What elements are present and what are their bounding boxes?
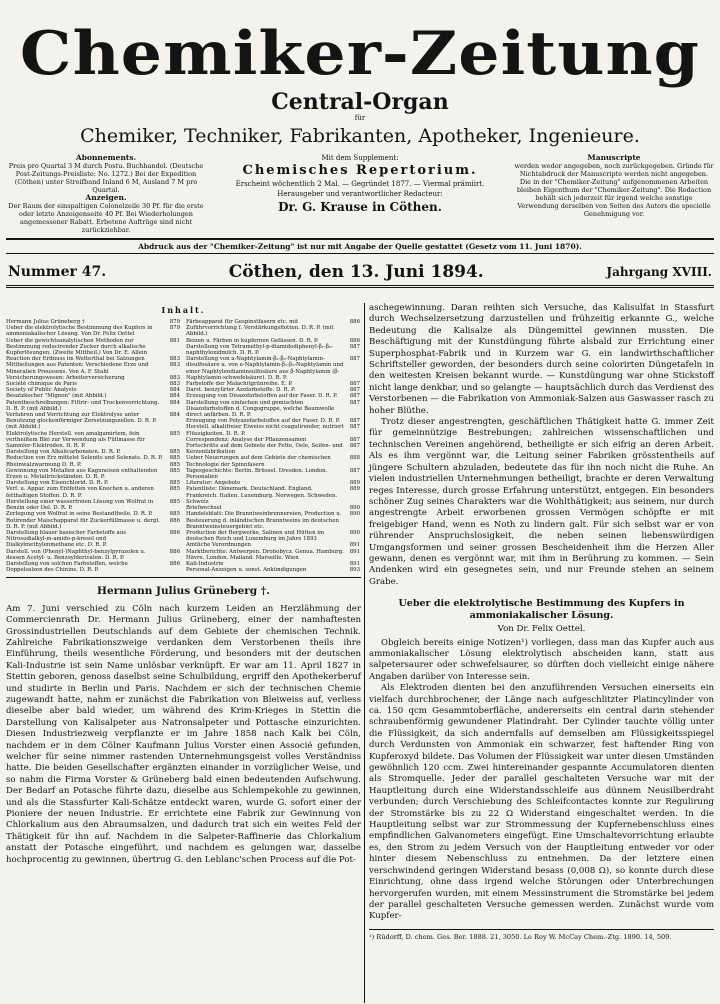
toc-item-title: Gewinnung von Metallen aus Kaguneisen enthaltenden Erzen u. Metallrückständen. D. R. P. (6, 467, 158, 481)
supplement-title: Chemisches Repertorium. (242, 163, 478, 178)
toc-item-title: Correspondenz: Analyse der Pflanzensamen (186, 436, 307, 443)
toc-heading: Inhalt. (161, 305, 206, 315)
toc-item (6, 325, 180, 337)
obituary-title: Hermann Julius Grüneberg †. (97, 585, 270, 598)
toc-item-title: Patentliste: Dänemark. Deutschland. England. Frankreich. Italien. Luxemburg. Norwegen. Schweden. Schweiz (186, 486, 338, 505)
issue-number: Nummer 47. (8, 264, 107, 280)
toc-item-page: 887 (349, 418, 360, 425)
toc-item-title: Färbeapparat für Gespinstfasern etc. mit Zuführvorrichtung f. Verstärkungsflotten. D. R. P. (mit Abbild.) (186, 319, 334, 338)
manuscripte-text: werden weder angegeben, noch zurückgegeben. Gründe für Nichtabdruck der Manuscripte werden nicht angegeben. Die in der "Chemiker-Zeitung" aufgenommenen Arbeiten bleiben Eigenthum der "Chemiker-Zeitung". Die Redaction behält sich jederzeit für irgend welche sonstige Verwendung derselben von Seiten des Autors die specielle Genehmigung vor. (514, 162, 714, 218)
article-footnote: ¹) Rüdorff, D. chem. Ges. Ber. 1888. 21, 3050. Le Roy W. McCay Chem.-Ztg. 1890. 14, 509. (369, 929, 714, 942)
toc-item-page: 883 (169, 362, 180, 369)
toc-item-page: 885 (169, 480, 180, 487)
toc-item (186, 400, 360, 419)
toc-item-page: 885 (169, 449, 180, 456)
toc-item-page: 883 (169, 374, 180, 381)
toc-item-title: Darstellung von einfachen und gemischten Disazofarbstoffen d. Congogruppe, welche Baumwolle direct anfärben. D. R. P. (186, 399, 335, 419)
toc-item-title: Rotirender Maischapparat für Zuckerfüllmasse u. dergl. D. R. P. (mit Abbild.) (6, 517, 160, 530)
toc-item-page: 884 (169, 399, 180, 406)
toc-item-title: Mittheilungen aus Patenten: Verschiedene Erze und Mineralien Preussens. Von A. F. Stahl (6, 362, 149, 375)
subtitle: Central-Organ (271, 89, 449, 115)
toc-item-title: Beizen u. Färben in kupfernen Gefässen. D. R. P. (186, 337, 319, 344)
toc-item (186, 530, 360, 542)
dateline (6, 258, 714, 288)
toc-item (6, 561, 180, 573)
toc-item-title: Society of Public Analysts (6, 387, 77, 394)
toc-item-page: 885 (169, 498, 180, 505)
toc-item-page: 891 (349, 542, 360, 549)
toc-item-page: 884 (169, 412, 180, 419)
toc-item-page: 885 (169, 455, 180, 462)
toc-item (186, 511, 360, 530)
toc-item-title: Versicherungswesen: Arbeiterversicherung (6, 374, 125, 381)
toc-item-title: Kali-Industrie (186, 560, 224, 567)
toc-item-page: 889 (349, 480, 360, 487)
manuscripte-heading: Manuscripte (587, 153, 641, 162)
toc-item-page: 883 (169, 381, 180, 388)
abonnements-block (6, 154, 206, 234)
toc-item-title: Fortschritte auf dem Gebiete der Fette, Oele, Seifen- und Kerzenfabrikation (186, 443, 343, 456)
toc-item-page: 886 (349, 337, 360, 344)
toc-item-title: Darst. benzylirter Azofarbstoffe. D. R. P. (186, 387, 296, 394)
newspaper-title: Chemiker-Zeitung (19, 19, 701, 89)
issue-date: Cöthen, den 13. Juni 1894. (228, 262, 484, 282)
frequency-line: Erscheint wöchentlich 2 Mal. — Gegründet 1877. — Viermal prämiirt. (235, 180, 485, 188)
toc-item-title: Tagesgeschichte: Berlin. Brüssel. Dresden. London. Personalien (186, 467, 328, 481)
toc-item-title: Literatur: Angebote (186, 480, 241, 487)
abonnements-heading: Abonnements. (75, 153, 137, 162)
toc-item-title: Marktberichte: Antwerpen. Drobobycz. Genua. Hamburg. Hävre. London. Mailand. Marseille. Wien (186, 548, 344, 561)
subtitle-fuer: für (354, 114, 366, 122)
toc-item (186, 455, 360, 467)
toc-item-page: 885 (169, 511, 180, 518)
toc-item-title: Société chimique de Paris (6, 381, 77, 388)
toc-item-title: Hermann Julius Grüneberg † (6, 319, 85, 325)
toc-item-page: 889 (349, 486, 360, 493)
continuation-body: aschegewinnung. Daran reihten sich Versuche, das Kalisulfat in Stassfurt durch Wechselzersetzung darzustellen und frühzeitig erkannte G., welche Bedeutung die Kalisalze als Düngemittel gewinnen mussten. Die Beschäftigung mit der Kunstdüngung führte alsbald zur Errichtung einer Superphosphat-Fabrik und in Kurzem war G. ein landwirthschaftlicher Schriftsteller geworden, der besonders durch seine colorirten Düngetafeln in den weitesten Kreisen bekannt wurde. — Kunstdüngung war ohne Stickstoff nicht lange denkbar, und so gelangte — hauptsächlich durch das Verdienst des Verstorbenen — die Fabrikation von Ammoniak-Salzen aus Gaswasser rasch zu hoher Blüthe. (369, 303, 714, 416)
toc-item-page: 893 (349, 567, 360, 574)
toc-item (186, 486, 360, 505)
article-title: Ueber die elektrolytische Bestimmung des Kupfers in ammoniakalischer Lösung. (398, 598, 685, 622)
toc-item-title: Erzeugung von Polyazofarbstoffen auf der Faser. D. R. P. (186, 418, 340, 425)
toc-item (186, 567, 360, 573)
toc-item (186, 468, 360, 480)
toc-item (186, 344, 360, 356)
article-body: Obgleich bereits einige Notizen¹) vorliegen, dass man das Kupfer auch aus ammoniakalischer Lösung elektrolytisch abscheiden kann, statt aus salpetersaurer oder schwefelsaurer, so dürften doch vielleicht einige nähere Angaben darüber von Interesse sein. (369, 637, 714, 682)
toc-item-page: 887 (349, 436, 360, 443)
toc-item-title: Herstell. alkalifreier Eiweiss nicht coagulirender, nutriert Flüssigkeiten. D. R. P. (186, 424, 344, 437)
toc-item (6, 518, 180, 530)
reprint-notice: Abdruck aus der "Chemiker-Zeitung" ist nur mit Angabe der Quelle gestattet (Gesetz vom 11. Juni 1870). (6, 238, 714, 254)
toc-item (6, 412, 180, 431)
content-columns (6, 303, 714, 1003)
toc-item (6, 338, 180, 357)
masthead (6, 19, 714, 288)
toc-item (6, 499, 180, 511)
toc-item-page: 884 (169, 387, 180, 394)
volume-label: Jahrgang XVIII. (606, 265, 712, 279)
toc-item-page: 886 (169, 548, 180, 555)
toc-item-title: Ueber Neuerungen auf dem Gebiete der chemischen Technologie der Spinnfasern (186, 455, 331, 468)
obituary-body: Am 7. Juni verschied zu Cöln nach kurzem Leiden an Herzlähmung der Commercienrath Dr. Hermann Julius Grüneberg, einer der namhaftesten Grossindustriellen Deutschlands auf dem Gebiete der chemischen Technik. Zahlreiche Fabrikationszweige verdanken dem Verstorbenen theils ihre Einführung, theils wesentliche Förderung, und besonders mit der deutschen Kali-Industrie ist sein Name unlösbar verknüpft. Er war am 11. April 1827 in Stettin geboren, genoss daselbst seine Schulbildung, ergriff den Apothekerberuf und studirte in Berlin und Paris. Nachdem er sich der technischen Chemie zugewandt hatte, nahm er zunächst die Fabrikation von Bleiweiss auf, verliess dieselbe aber bald wieder, um während des Krim-Krieges in Stettin die Darstellung von Kalisalpeter aus Natronsalpeter und Pottasche einzurichten. Diesen Industriezweig verpflanzte er im Jahre 1858 nach Kalk bei Cöln, nachdem er in dem Cölner Kaufmann Julius Vorster einen Associé gefunden, welcher für seine nimmer rastenden Unternehmungsgeist volles Verständniss hatte. Die beiden Gesellschafter ergänzten einander in vorzüglicher Weise, und so nahm die Firma Vorster & Grüneberg bald einen bedeutenden Aufschwung. Der Bedarf an Potasche führte dazu, dieselbe aus Schlempekohle zu gewinnen, und als die Stassfurter Kali-Schätze entdeckt waren, wurde G. sofort einer der Pioniere der neuen Industrie. Er errichtete eine Fabrik zur Gewinnung von Chlorkalium aus den Abraumsalzen, und dadurch trat sich ein weites Feld der Thätigkeit für ihn auf. Nachdem in die Salpeter-Raffinerie das Chlorkalium anstatt der Potasche eingeführt, und nachdem es gelungen war, dasselbe hochprocentig zu gewinnen, übertrug G. den Leblanc'schen Process auf die Pot- (6, 603, 361, 865)
obituary (6, 586, 361, 866)
toc-item-page: 887 (349, 381, 360, 388)
right-column (369, 303, 714, 942)
toc-item-page: 886 (169, 517, 180, 524)
toc-item (6, 530, 180, 549)
toc-item-title: Erzeugung von Disazofarbstoffen auf der Faser. D. R. P. (186, 393, 338, 400)
editor-intro: Herausgeber und verantwortlicher Redacteur: (277, 190, 443, 198)
toc-item-page: 883 (169, 356, 180, 363)
toc-item-page: 886 (169, 529, 180, 536)
toc-item-title: Production der Bergwerke, Salinen und Hütten im deutschen Reich und Luxemburg im Jahre 1893 (186, 529, 325, 543)
toc-item-title: Personal-Anzeigen u. sonst. Ankündigungen (186, 567, 307, 574)
toc-item-title: Patentbeschreibungen: Filtrir- und Trockenvorrichtung. D. R. P. (mit Abbild.) (6, 399, 160, 412)
toc-item-page: 884 (169, 393, 180, 400)
toc-item-page: 879 (169, 319, 180, 325)
toc-item-title: Darstellung von a-Naphtylamin-β₁-β₂-Naphtylamin-disulfosäure u. von e-Naphtylamin-β₁-β₂-Naphtylamin und einer Naphtylendiaminsulfosäure aus β-Naphtylamin (β-Naphtylamin-schwefelsäure). D. R. P. (186, 356, 344, 381)
toc-item-title: Darstellung von Tetramethyl-p-diamidodiphenyl-β₁-β₂-naphthyloxidmilch. D. R. P. (186, 343, 333, 357)
toc-item-title: Handelsblatt: Die Branntweinbrennereien, Production u. Besteuerung d. inländischen Branntweins im deutschen Branntweinsteuergebiet etc. (186, 511, 342, 530)
toc-item-page: 887 (349, 393, 360, 400)
toc-item-page: 890 (349, 511, 360, 518)
toc-item-page: 885 (169, 461, 180, 468)
toc-item-title: Reaction der Erdnuss im Wetterthal bei Salzungen (6, 356, 145, 363)
professions-line: Chemiker, Techniker, Fabrikanten, Apotheker, Ingenieure. (80, 125, 640, 147)
toc-item-page: 887 (349, 424, 360, 431)
toc-item-title: Herstellung einer wasserfreien Lösung von Wolfrat in Benzin oder Oel. D. R. P. (6, 498, 154, 512)
toc-item-page: 885 (169, 486, 180, 493)
toc-item (186, 549, 360, 561)
abonnements-text: Preis pro Quartal 3 M durch Postu. Buchhandel. (Deutsche Post-Zeitungs-Preisliste: No. 1272.) Bei der Expedition (Cöthen) unter Streifband Inland 6 M, Ausland 7 M pro Quartal. (8, 162, 204, 194)
obituary-continuation (369, 303, 714, 588)
editor-name: Dr. G. Krause in Cöthen. (278, 200, 442, 214)
toc-item-page: 887 (349, 399, 360, 406)
article-byline: Von Dr. Felix Oettel. (497, 624, 586, 635)
toc-item-page: 879 (169, 325, 180, 332)
toc-item-page: 891 (349, 548, 360, 555)
toc-item (186, 443, 360, 455)
toc-item-title: Zerlegung von Wolfrat in seine Bestandtheile. D. R. P. (6, 511, 153, 518)
toc-item-title: Darstell. von (Phenyl-)Naphthyl-benzylpyrazolen u. dessen Acetyl- u. Benzoylderivaten. D. R. P. (6, 548, 146, 561)
toc-column-right (186, 319, 360, 573)
toc-item (6, 549, 180, 561)
toc-item-title: Darstellung von Eisenchlorid. D. R. P. (6, 480, 109, 487)
toc-item-title: Ueber die elektrolytische Bestimmung des Kupfers in ammoniakalischer Lösung. Von Dr. Felix Oettel (6, 325, 153, 338)
supplement-block (210, 154, 510, 234)
toc-item-title: Elektrolytische Herstell. von amalgamirtem, fein vertheiltem Blei zur Verwendung als Füllmasse für Sammler-Elektroden. D. R. P. (6, 430, 146, 450)
toc-item-title: Verf. u. Appar. zum Entfetten von Knochen u. anderen fetthaltigen Stoffen. D. R. P. (6, 486, 154, 499)
toc-item-title: Briefwechsel (186, 505, 222, 512)
toc-item (186, 319, 360, 338)
toc-item-page: 887 (349, 343, 360, 350)
toc-item-page: 887 (349, 387, 360, 394)
toc-item-title: Ueber die gewichtsanalytischen Methoden zur Bestimmung reducirender Zucker durch alkalische Kupferlösungen. (Zweite Mittheil.) Von Dr. E. Allein (6, 337, 148, 357)
article-body2: Als Elektroden dienten bei den anzuführenden Versuchen einerseits ein vielfach durchbrochener, der Länge nach aufgeschlitzter Platincylinder von ca. 150 qcm Gesammtoberfläche, andererseits ein central darin stehender schraubenförmig gewundener Platindraht. Der Cylinder tauchte völlig unter die Flüssigkeit, da sich andernfalls auf demselben am Flüssigkeitsspiegel durch Verdunsten von Ammoniak ein schwarzer, fest haftender Ring von Kupferoxyd bildete. Das Volumen der Flüssigkeit war unter diesen Umständen gewöhnlich 120 ccm. Zwei hintereinander gespannte Accumulatoren dienten als Stromquelle. Jeder der parallel geschalteten Versuche war mit der Hauptleitung durch eine Widerstandsschleife aus dünnem Neusilberdraht verbunden; durch Verschiebung des Schleifcontactes konnte zur Regulirung der Stromstärke bis zu 22 Ω Widerstand eingeschaltet werden. In die Hauptleitung selbst war zur Strommessung der Kupfernebenschluss eines empfindlichen Galvanometers eingefügt. Eine Umschaltevorrichtung erlaubte es, den Strom zu jedem Versuch von der Hauptleitung entweder vor oder hinter diesem Nebenschluss zu entnehmen. Da der letztere einen verschwindend geringen Widerstand besass (0,008 Ω), so konnte durch diese Einrichtung, ohne dass irgend welche Störungen oder Unterbrechungen hervorgerufen wurden, mit einem Messinstrument die Stromstärke bei jedem der parallel geschalteten Versuche gemessen werden. Zunächst wurde vom Kupfer- (369, 683, 714, 922)
toc-column-left (6, 319, 180, 573)
left-column (6, 303, 361, 866)
toc-item-title: Besatzkocher "Mignon" (mit Abbild.) (6, 393, 107, 400)
toc-item-title: Farbstoffe der Malachitgrünreihe. E. P. (186, 381, 293, 388)
toc-item-page: 890 (349, 505, 360, 512)
toc-item-page: 891 (349, 560, 360, 567)
toc-item-page: 886 (349, 319, 360, 325)
toc-item-page: 888 (349, 455, 360, 462)
toc-item-title: Darstellung von solchen Farbstoffen, welche Doppelsalzen des Chinins. D. R. P. (6, 560, 128, 574)
toc-item (6, 431, 180, 450)
toc-item-title: Reduction von Erz mittelst Selenits und Selenats. D. R. P. (6, 455, 163, 462)
table-of-contents (6, 319, 361, 578)
toc-item-page: 887 (349, 443, 360, 450)
toc-item (6, 486, 180, 498)
toc-item-title: Darstellung blauer basischer Farbstoffe aus Nitrosodialkyl-m-amido-p-kresol und Dialkylmethylenmethane etc. D. R. P. (6, 529, 127, 549)
toc-item-page: 886 (169, 560, 180, 567)
newspaper-page (6, 0, 714, 1004)
toc-item-page: 887 (349, 467, 360, 474)
toc-item-title: Rheinwalzwarmung D. R. P. (6, 461, 82, 468)
column-divider (364, 303, 365, 1003)
toc-item (6, 362, 180, 374)
toc-item (186, 424, 360, 436)
toc-item-title: Darstellung von Alkalicarbonaten. D. R. P. (6, 449, 121, 456)
toc-item-page: 890 (349, 529, 360, 536)
toc-item (186, 356, 360, 381)
anzeigen-text: Der Raum der einspaltigen Colonelzeile 30 Pf. für die erste oder letzte Anzeigenseite 40 Pf. Bei Wiederholungen angemessener Rabatt. Erbetene Aufträge sind nicht zurückziehbar. (8, 202, 204, 234)
toc-item-title: Verfahren und Vorrichtung zur Elektrolyse unter Benutzung glockenförmiger Zersetzungszellen. D. R. P. (mit Abbild.) (6, 412, 157, 431)
toc-item-page: 881 (169, 337, 180, 344)
continuation-body2: Trotz dieser angestrengten, geschäftlichen Thätigkeit hatte G. immer Zeit für gemeinnützige Bestrebungen; zahlreichen wissenschaftlichen und technischen Vereinen angehörend, betheiligte er sich eifrig an deren Arbeit. Als es ihm vergönnt war, die Leitung seiner Fabriken grösstentheils auf jüngere Schultern abzuladen, bedeutete das für ihn noch nicht die Ruhe. An vielen industriellen Unternehmungen betheiligt, brachte er deren Verwaltung reges Interesse, durch grosse Erfahrung unterstützt, entgegen. Ein besonders schöner Zug seines Charakters war die Wohlthätigkeit; aus seinem, nur durch angestrengte Arbeit erworbenen grossen Vermögen schöpfte er mit freigebiger Hand, wenn es Noth zu lindern galt. Für sich selbst war er von rührender Anspruchslosigkeit, die neben seinen liebenswürdigen Umgangsformen und seiner grossen Bescheidenheit ihm die Herzen Aller gewann, denen es vergönnt war, mit ihm in Berührung zu kommen. — Sein Andenken wird ein gesegnetes sein, und nur Freunde stehen an seinem Grabe. (369, 417, 714, 587)
toc-item (6, 468, 180, 480)
anzeigen-heading: Anzeigen. (85, 193, 127, 202)
supplement-intro: Mit dem Supplement: (321, 154, 399, 162)
toc-item-title: Amtliche Verordnungen (186, 542, 251, 549)
toc-item-page: 885 (169, 430, 180, 437)
toc-item-page: 885 (169, 467, 180, 474)
toc-item-page: 887 (349, 356, 360, 363)
article (369, 598, 714, 942)
info-row (6, 154, 714, 234)
toc-item (6, 400, 180, 412)
manuscripte-block (514, 154, 714, 234)
